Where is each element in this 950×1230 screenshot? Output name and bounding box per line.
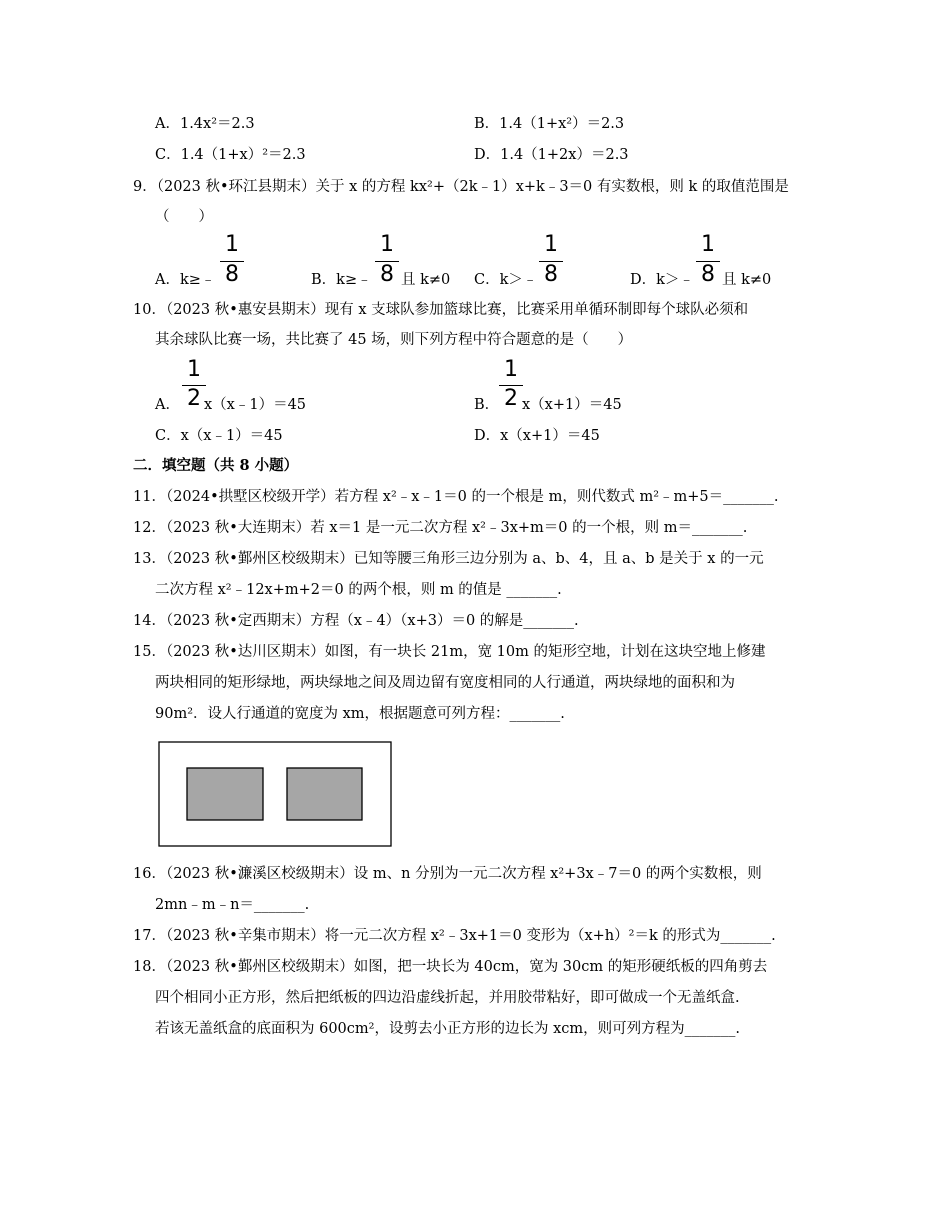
q9-b-tail: 且 k≠0: [401, 272, 451, 288]
green-plot-right: [287, 768, 362, 820]
q15-line3: 90m²．设人行通道的宽度为 xm，根据题意可列方程：_______.: [155, 706, 565, 722]
q10-option-a-prefix: A．: [155, 397, 180, 413]
q10-option-a: x（x﹣1）＝45: [204, 397, 307, 413]
q8-option-b: B．1.4（1+x²）＝2.3: [474, 116, 625, 132]
green-plot-left: [187, 768, 263, 820]
q9-d-frac-den: 8: [701, 262, 715, 287]
q10-option-b-prefix: B．: [474, 397, 500, 413]
q18-line2: 四个相同小正方形，然后把纸板的四边沿虚线折起，并用胶带粘好，即可做成一个无盖纸盒.: [155, 990, 740, 1006]
q10-a-frac-den: 2: [187, 386, 201, 411]
q10-option-b: x（x+1）＝45: [522, 397, 622, 413]
section-title: 二．填空题（共 8 小题）: [133, 457, 299, 474]
q15-figure: [158, 741, 394, 848]
q9-a-frac-num: 1: [225, 232, 239, 257]
q11: 11．（2024•拱墅区校级开学）若方程 x²﹣x﹣1＝0 的一个根是 m，则代数式 m²﹣m+5＝_______.: [133, 489, 779, 505]
q16-line1: 16．（2023 秋•濂溪区校级期末）设 m、n 分别为一元二次方程 x²+3x﹣7＝0 的两个实数根，则: [133, 866, 762, 882]
q18-line1: 18．（2023 秋•鄞州区校级期末）如图，把一块长为 40cm，宽为 30cm 的矩形硬纸板的四角剪去: [133, 959, 768, 975]
q18-line3: 若该无盖纸盒的底面积为 600cm²，设剪去小正方形的边长为 xcm，则可列方程为_______.: [155, 1021, 740, 1037]
q9-option-d: D．k＞﹣: [630, 272, 694, 288]
q10-a-frac-num: 1: [187, 357, 201, 382]
q14: 14．（2023 秋•定西期末）方程（x﹣4）（x+3）＝0 的解是_______.: [133, 613, 579, 629]
q9-stem-line1: 9．（2023 秋•环江县期末）关于 x 的方程 kx²+（2k﹣1）x+k﹣3＝0 有实数根，则 k 的取值范围是: [133, 179, 789, 195]
q9-c-frac-num: 1: [544, 232, 558, 257]
q10-option-d: D．x（x+1）＝45: [474, 428, 600, 444]
q12: 12．（2023 秋•大连期末）若 x＝1 是一元二次方程 x²﹣3x+m＝0 的一个根，则 m＝_______.: [133, 520, 748, 536]
q10-b-frac-num: 1: [504, 357, 518, 382]
q8-option-d: D．1.4（1+2x）＝2.3: [474, 147, 629, 163]
q13-line1: 13．（2023 秋•鄞州区校级期末）已知等腰三角形三边分别为 a、b、4，且 a、b 是关于 x 的一元: [133, 551, 764, 567]
q9-option-c: C．k＞﹣: [474, 272, 538, 288]
q15-line2: 两块相同的矩形绿地，两块绿地之间及周边留有宽度相同的人行通道，两块绿地的面积和为: [155, 675, 735, 691]
q9-a-frac-den: 8: [225, 262, 239, 287]
q9-stem-line2: （ ）: [155, 209, 213, 225]
q9-b-frac-num: 1: [380, 232, 394, 257]
q9-option-b: B．k≥﹣: [311, 272, 372, 288]
q10-option-c: C．x（x﹣1）＝45: [155, 428, 283, 444]
q8-option-c: C．1.4（1+x）²＝2.3: [155, 147, 306, 163]
q9-option-a: A．k≥﹣: [155, 272, 216, 288]
q10-stem-line2: 其余球队比赛一场，共比赛了 45 场，则下列方程中符合题意的是（ ）: [155, 332, 633, 348]
q9-d-frac-num: 1: [701, 232, 715, 257]
q16-line2: 2mn﹣m﹣n＝_______.: [155, 897, 310, 913]
q9-d-tail: 且 k≠0: [722, 272, 772, 288]
q15-line1: 15．（2023 秋•达川区期末）如图，有一块长 21m，宽 10m 的矩形空地，计划在这块空地上修建: [133, 644, 766, 660]
q13-line2: 二次方程 x²﹣12x+m+2＝0 的两个根，则 m 的值是 _______.: [155, 582, 562, 598]
q10-b-frac-den: 2: [504, 386, 518, 411]
q8-option-a: A．1.4x²＝2.3: [155, 116, 255, 132]
q9-b-frac-den: 8: [380, 262, 394, 287]
q17: 17．（2023 秋•辛集市期末）将一元二次方程 x²﹣3x+1＝0 变形为（x+h）²＝k 的形式为_______.: [133, 928, 776, 944]
q10-stem-line1: 10．（2023 秋•惠安县期末）现有 x 支球队参加篮球比赛，比赛采用单循环制即每个球队必须和: [133, 302, 749, 318]
q9-c-frac-den: 8: [544, 262, 558, 287]
